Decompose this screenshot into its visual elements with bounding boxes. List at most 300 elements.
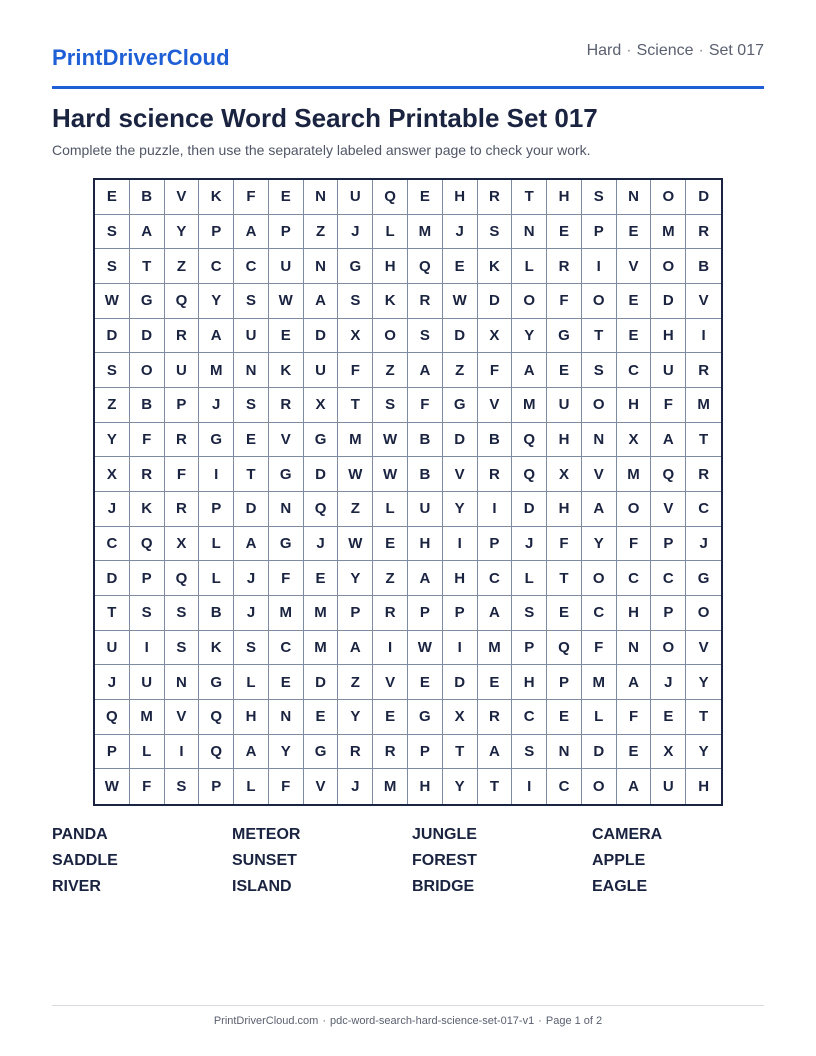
grid-cell: F <box>338 353 373 388</box>
grid-cell: T <box>338 388 373 423</box>
grid-cell: D <box>304 665 339 700</box>
grid-cell: G <box>269 457 304 492</box>
grid-cell: F <box>408 388 443 423</box>
grid-cell: C <box>547 769 582 804</box>
grid-cell: J <box>338 215 373 250</box>
grid-cell: V <box>443 457 478 492</box>
grid-cell: D <box>234 492 269 527</box>
grid-cell: C <box>617 561 652 596</box>
grid-cell: Y <box>443 769 478 804</box>
grid-cell: F <box>547 284 582 319</box>
grid-cell: U <box>408 492 443 527</box>
breadcrumb-separator: · <box>698 42 704 59</box>
grid-cell: T <box>234 457 269 492</box>
grid-cell: K <box>373 284 408 319</box>
grid-cell: H <box>512 665 547 700</box>
grid-cell: A <box>512 353 547 388</box>
grid-cell: T <box>686 700 721 735</box>
grid-cell: P <box>651 527 686 562</box>
grid-cell: Y <box>512 319 547 354</box>
grid-cell: B <box>199 596 234 631</box>
grid-cell: N <box>269 492 304 527</box>
grid-cell: P <box>199 215 234 250</box>
grid-cell: Q <box>199 735 234 770</box>
word-list-item: APPLE <box>592 852 646 869</box>
grid-cell: N <box>582 423 617 458</box>
word-list-item: EAGLE <box>592 878 648 895</box>
grid-cell: X <box>95 457 130 492</box>
grid-cell: P <box>269 215 304 250</box>
grid-cell: D <box>95 319 130 354</box>
grid-cell: V <box>582 457 617 492</box>
grid-cell: L <box>512 561 547 596</box>
grid-cell: V <box>686 284 721 319</box>
grid-cell: L <box>130 735 165 770</box>
grid-cell: G <box>547 319 582 354</box>
grid-cell: X <box>304 388 339 423</box>
grid-cell: M <box>512 388 547 423</box>
grid-cell: F <box>582 631 617 666</box>
grid-cell: S <box>95 353 130 388</box>
grid-cell: M <box>338 423 373 458</box>
grid-cell: Q <box>373 180 408 215</box>
grid-cell: T <box>95 596 130 631</box>
grid-cell: O <box>651 631 686 666</box>
footer-doc-id: pdc-word-search-hard-science-set-017-v1 <box>330 1015 535 1027</box>
grid-cell: J <box>443 215 478 250</box>
grid-cell: L <box>199 561 234 596</box>
grid-cell: M <box>651 215 686 250</box>
grid-cell: H <box>651 319 686 354</box>
grid-cell: R <box>478 457 513 492</box>
grid-cell: S <box>234 631 269 666</box>
page-title: Hard science Word Search Printable Set 017 <box>52 103 598 133</box>
grid-cell: G <box>408 700 443 735</box>
grid-cell: A <box>234 215 269 250</box>
grid-cell: G <box>199 665 234 700</box>
grid-cell: J <box>304 527 339 562</box>
grid-cell: R <box>478 700 513 735</box>
grid-cell: P <box>478 527 513 562</box>
breadcrumb-separator: · <box>626 42 632 59</box>
grid-cell: M <box>199 353 234 388</box>
grid-cell: F <box>617 527 652 562</box>
grid-cell: Z <box>165 249 200 284</box>
grid-cell: H <box>443 561 478 596</box>
grid-cell: H <box>408 527 443 562</box>
grid-cell: K <box>199 631 234 666</box>
grid-cell: B <box>408 423 443 458</box>
grid-cell: R <box>686 353 721 388</box>
grid-cell: I <box>582 249 617 284</box>
grid-cell: W <box>269 284 304 319</box>
grid-cell: O <box>582 769 617 804</box>
breadcrumb-item-category[interactable]: Hard <box>586 42 622 59</box>
grid-cell: Q <box>512 457 547 492</box>
grid-cell: F <box>269 561 304 596</box>
grid-cell: S <box>338 284 373 319</box>
grid-cell: L <box>373 215 408 250</box>
grid-cell: P <box>651 596 686 631</box>
grid-cell: Q <box>304 492 339 527</box>
grid-cell: G <box>686 561 721 596</box>
grid-cell: P <box>582 215 617 250</box>
grid-cell: E <box>617 319 652 354</box>
grid-cell: X <box>617 423 652 458</box>
grid-cell: K <box>269 353 304 388</box>
grid-cell: P <box>199 769 234 804</box>
grid-cell: G <box>199 423 234 458</box>
grid-cell: T <box>130 249 165 284</box>
grid-cell: R <box>686 215 721 250</box>
grid-cell: J <box>95 665 130 700</box>
grid-cell: E <box>408 180 443 215</box>
grid-cell: T <box>512 180 547 215</box>
footer-page-number: Page 1 of 2 <box>545 1015 603 1027</box>
grid-cell: Y <box>443 492 478 527</box>
grid-cell: G <box>338 249 373 284</box>
grid-cell: R <box>686 457 721 492</box>
grid-cell: M <box>304 596 339 631</box>
grid-cell: S <box>582 353 617 388</box>
grid-cell: X <box>478 319 513 354</box>
grid-cell: Y <box>269 735 304 770</box>
page-footer <box>52 1015 764 1027</box>
grid-cell: D <box>478 284 513 319</box>
grid-cell: L <box>199 527 234 562</box>
grid-cell: R <box>165 423 200 458</box>
grid-cell: R <box>373 596 408 631</box>
grid-cell: Q <box>165 284 200 319</box>
grid-cell: I <box>686 319 721 354</box>
grid-cell: Y <box>338 700 373 735</box>
grid-cell: F <box>130 769 165 804</box>
grid-cell: Q <box>408 249 443 284</box>
grid-cell: I <box>199 457 234 492</box>
grid-cell: H <box>617 388 652 423</box>
grid-cell: Y <box>582 527 617 562</box>
grid-cell: J <box>95 492 130 527</box>
grid-cell: E <box>547 700 582 735</box>
grid-cell: Y <box>686 665 721 700</box>
grid-cell: F <box>130 423 165 458</box>
grid-cell: Z <box>95 388 130 423</box>
grid-cell: D <box>651 284 686 319</box>
grid-cell: M <box>582 665 617 700</box>
word-list-item: ISLAND <box>232 878 292 895</box>
grid-cell: H <box>698 778 710 796</box>
grid-cell: P <box>165 388 200 423</box>
grid-cell: G <box>304 735 339 770</box>
grid-cell: D <box>95 561 130 596</box>
grid-cell: J <box>512 527 547 562</box>
grid-cell: C <box>582 596 617 631</box>
site-header <box>52 40 764 89</box>
grid-cell: E <box>547 215 582 250</box>
grid-cell: I <box>130 631 165 666</box>
grid-cell: P <box>408 596 443 631</box>
grid-cell: D <box>304 319 339 354</box>
grid-cell: N <box>269 700 304 735</box>
grid-cell: Y <box>199 284 234 319</box>
grid-cell: E <box>547 596 582 631</box>
grid-cell: C <box>269 631 304 666</box>
grid-cell: C <box>617 353 652 388</box>
grid-cell: U <box>651 769 686 804</box>
grid-cell: W <box>373 423 408 458</box>
grid-cell: A <box>408 561 443 596</box>
grid-cell: Y <box>95 423 130 458</box>
grid-cell: E <box>269 180 304 215</box>
grid-cell: R <box>269 388 304 423</box>
grid-cell: Q <box>547 631 582 666</box>
grid-cell: Q <box>130 527 165 562</box>
grid-cell: R <box>165 319 200 354</box>
breadcrumb <box>587 42 764 60</box>
grid-cell: R <box>547 249 582 284</box>
grid-cell: E <box>304 700 339 735</box>
grid-cell: E <box>234 423 269 458</box>
grid-cell: E <box>617 735 652 770</box>
grid-cell: A <box>478 735 513 770</box>
grid-cell: Z <box>443 353 478 388</box>
grid-cell: N <box>304 180 339 215</box>
grid-cell: Q <box>651 457 686 492</box>
grid-cell: S <box>234 284 269 319</box>
grid-cell: W <box>338 527 373 562</box>
grid-cell: U <box>547 388 582 423</box>
grid-cell: B <box>686 249 721 284</box>
grid-cell: C <box>686 492 721 527</box>
word-list-item: METEOR <box>232 826 301 843</box>
grid-cell: O <box>582 388 617 423</box>
grid-cell: P <box>130 561 165 596</box>
grid-cell: V <box>686 631 721 666</box>
grid-cell: E <box>373 527 408 562</box>
grid-cell: B <box>130 180 165 215</box>
grid-cell: H <box>547 423 582 458</box>
grid-cell: W <box>373 457 408 492</box>
grid-cell: V <box>478 388 513 423</box>
grid-cell: F <box>478 353 513 388</box>
word-list-item: RIVER <box>52 878 101 895</box>
grid-cell: E <box>478 665 513 700</box>
grid-cell: L <box>512 249 547 284</box>
grid-cell: R <box>165 492 200 527</box>
grid-cell: L <box>234 769 269 804</box>
grid-cell: S <box>582 180 617 215</box>
grid-cell: H <box>408 769 443 804</box>
grid-cell: K <box>478 249 513 284</box>
grid-cell: O <box>617 492 652 527</box>
grid-cell: B <box>478 423 513 458</box>
grid-cell: U <box>269 249 304 284</box>
grid-cell: N <box>512 215 547 250</box>
footer-site: PrintDriverCloud.com <box>213 1015 319 1027</box>
grid-cell: M <box>269 596 304 631</box>
grid-cell: S <box>478 215 513 250</box>
grid-cell: W <box>338 457 373 492</box>
grid-cell: E <box>304 561 339 596</box>
grid-cell: A <box>199 319 234 354</box>
grid-cell: A <box>478 596 513 631</box>
grid-cell: N <box>234 353 269 388</box>
page-subtitle: Complete the puzzle, then use the separately labeled answer page to check your work. <box>52 142 591 158</box>
grid-cell: O <box>582 284 617 319</box>
grid-cell: C <box>199 249 234 284</box>
grid-cell: R <box>408 284 443 319</box>
grid-cell: F <box>269 769 304 804</box>
grid-cell: A <box>617 665 652 700</box>
grid-cell: U <box>304 353 339 388</box>
grid-cell: W <box>95 769 130 804</box>
grid-cell: J <box>234 561 269 596</box>
grid-cell: G <box>130 284 165 319</box>
word-list-item: PANDA <box>52 826 108 843</box>
grid-cell: E <box>443 249 478 284</box>
grid-cell: O <box>651 249 686 284</box>
grid-cell: S <box>95 215 130 250</box>
grid-cell: B <box>408 457 443 492</box>
grid-cell: Q <box>165 561 200 596</box>
grid-cell: M <box>408 215 443 250</box>
grid-cell: X <box>165 527 200 562</box>
grid-cell: H <box>373 249 408 284</box>
grid-cell: N <box>617 180 652 215</box>
grid-cell: X <box>443 700 478 735</box>
grid-cell: R <box>338 735 373 770</box>
grid-cell: M <box>686 388 721 423</box>
grid-cell: C <box>651 561 686 596</box>
grid-cell: P <box>199 492 234 527</box>
grid-cell: B <box>130 388 165 423</box>
grid-cell: H <box>547 492 582 527</box>
grid-cell: W <box>95 284 130 319</box>
grid-cell: E <box>408 665 443 700</box>
grid-cell: U <box>165 353 200 388</box>
word-list-item: JUNGLE <box>412 826 477 843</box>
grid-cell: G <box>304 423 339 458</box>
grid-cell: H <box>547 180 582 215</box>
grid-cell: C <box>95 527 130 562</box>
grid-cell: F <box>165 457 200 492</box>
grid-cell: O <box>373 319 408 354</box>
grid-cell: E <box>95 180 130 215</box>
grid-cell: Q <box>512 423 547 458</box>
grid-cell: S <box>512 735 547 770</box>
grid-cell: S <box>165 769 200 804</box>
grid-cell: K <box>199 180 234 215</box>
footer-separator: · <box>322 1015 327 1027</box>
grid-cell: T <box>686 423 721 458</box>
word-list-item: FOREST <box>412 852 477 869</box>
grid-cell: D <box>443 319 478 354</box>
grid-cell: S <box>373 388 408 423</box>
grid-cell: G <box>269 527 304 562</box>
footer-divider <box>52 1005 764 1006</box>
grid-cell: E <box>269 665 304 700</box>
word-list-item: BRIDGE <box>412 878 475 895</box>
grid-cell: M <box>373 769 408 804</box>
word-list-item: CAMERA <box>592 826 663 843</box>
grid-cell: U <box>338 180 373 215</box>
grid-cell: V <box>651 492 686 527</box>
grid-cell: O <box>130 353 165 388</box>
grid-cell: M <box>130 700 165 735</box>
grid-cell: S <box>165 631 200 666</box>
word-list-item: SUNSET <box>232 852 297 869</box>
grid-cell: S <box>165 596 200 631</box>
grid-cell: P <box>512 631 547 666</box>
grid-cell: P <box>443 596 478 631</box>
grid-cell: I <box>478 492 513 527</box>
grid-cell: I <box>165 735 200 770</box>
breadcrumb-item-topic[interactable]: Science <box>636 42 694 59</box>
grid-cell: D <box>443 665 478 700</box>
grid-cell: A <box>408 353 443 388</box>
grid-cell: T <box>443 735 478 770</box>
grid-cell: Y <box>338 561 373 596</box>
word-list <box>52 826 772 904</box>
grid-cell: Z <box>304 215 339 250</box>
grid-cell: L <box>234 665 269 700</box>
grid-cell: D <box>304 457 339 492</box>
grid-cell: Z <box>338 665 373 700</box>
grid-cell: D <box>512 492 547 527</box>
grid-cell: W <box>408 631 443 666</box>
grid-cell: A <box>304 284 339 319</box>
grid-cell: F <box>617 700 652 735</box>
footer-separator: · <box>538 1015 542 1027</box>
grid-cell: N <box>304 249 339 284</box>
grid-cell: T <box>478 769 513 804</box>
grid-cell: Z <box>338 492 373 527</box>
grid-cell: Q <box>95 700 130 735</box>
grid-cell: C <box>234 249 269 284</box>
grid-cell: T <box>582 319 617 354</box>
grid-cell: V <box>269 423 304 458</box>
grid-cell: E <box>617 284 652 319</box>
grid-cell: H <box>617 596 652 631</box>
grid-cell: S <box>234 388 269 423</box>
grid-cell: D <box>443 423 478 458</box>
grid-cell: V <box>304 769 339 804</box>
grid-cell: G <box>443 388 478 423</box>
grid-cell: O <box>686 596 721 631</box>
grid-cell: R <box>130 457 165 492</box>
grid-cell: M <box>478 631 513 666</box>
brand-logo[interactable]: PrintDriverCloud <box>52 45 230 70</box>
grid-cell: I <box>373 631 408 666</box>
grid-cell: M <box>617 457 652 492</box>
grid-cell: F <box>547 527 582 562</box>
grid-cell: S <box>130 596 165 631</box>
grid-cell: A <box>651 423 686 458</box>
grid-cell: X <box>651 735 686 770</box>
grid-cell: U <box>95 631 130 666</box>
grid-cell: L <box>582 700 617 735</box>
grid-cell: V <box>165 180 200 215</box>
breadcrumb-item-set: Set 017 <box>708 42 764 59</box>
grid-cell: N <box>547 735 582 770</box>
grid-cell: D <box>582 735 617 770</box>
grid-cell: V <box>165 700 200 735</box>
grid-cell: P <box>547 665 582 700</box>
grid-cell: J <box>234 596 269 631</box>
grid-cell: V <box>373 665 408 700</box>
grid-cell: U <box>651 353 686 388</box>
grid-cell: C <box>512 700 547 735</box>
